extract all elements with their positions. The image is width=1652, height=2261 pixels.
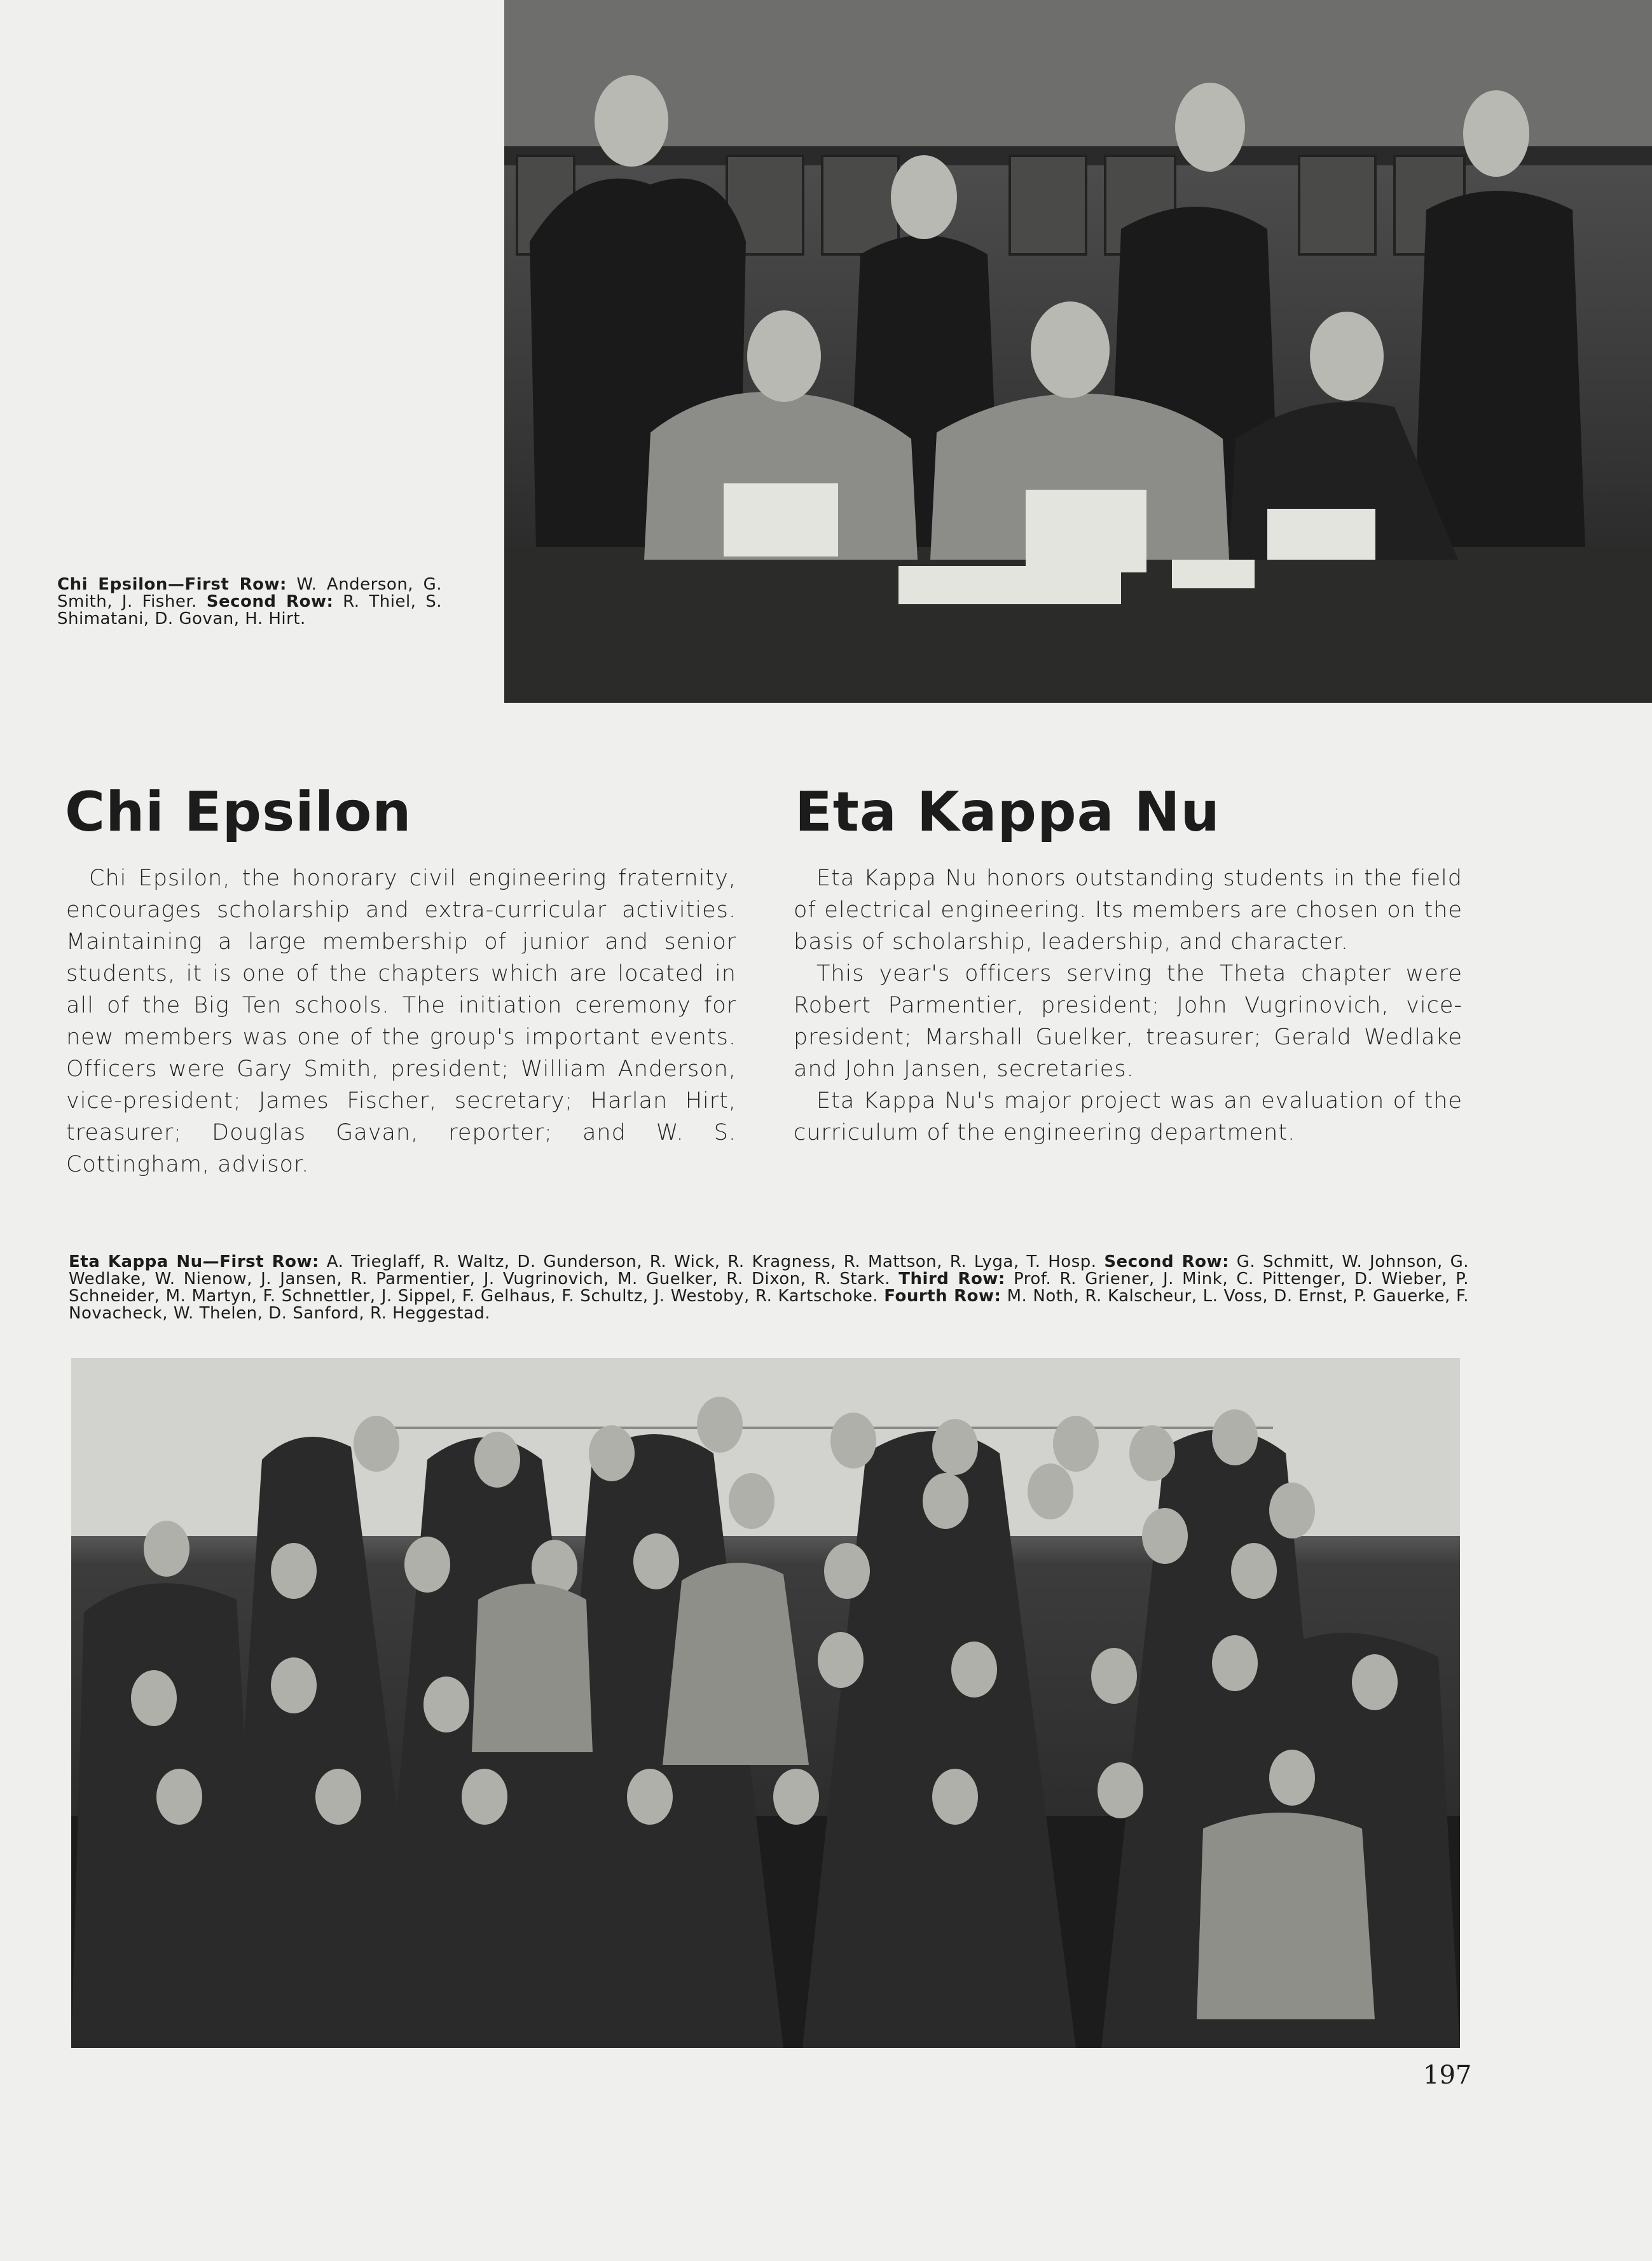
eta-kappa-nu-paragraph-3: Eta Kappa Nu's major project was an evaluation of the curriculum of the engineering department. (794, 1088, 1463, 1145)
chi-epsilon-paragraph: Chi Epsilon, the honorary civil engineering fraternity, encourages scholarship and extra-curricular activities. Maintaining a large membership of junior and senior students, it is one of the chapters which are located in all of the Big Ten schools. The initiation ceremony for new members was one of the group's important events. Officers were Gary Smith, president; William Anderson, vice-president; James Fischer, secretary; Harlan Hirt, treasurer; Douglas Gavan, reporter; and W. S. Cottingham, advisor. (66, 866, 736, 1177)
caption-third-row-names: Prof. R. Griener, J. Mink, C. Pittenger, D. Wieber, P. Schneider, M. Martyn, F. Schnettler, J. Sippel, F. Gelhaus, F. Schultz, J. Westoby, R. Kartschoke. (69, 1269, 1469, 1306)
chi-epsilon-article (66, 862, 736, 1180)
eta-kappa-nu-paragraph-2: This year's officers serving the Theta chapter were Robert Parmentier, president; John Vugrinovich, vice-president; Marshall Guelker, treasurer; Gerald Wedlake and John Jansen, secretaries. (794, 961, 1463, 1082)
eta-kappa-nu-group-photo (71, 1358, 1460, 2048)
caption-second-row-names: R. Thiel, S. Shimatani, D. Govan, H. Hirt. (57, 592, 443, 628)
caption-first-row-label: First Row: (184, 575, 287, 594)
page-number: 197 (1423, 2061, 1472, 2090)
chi-epsilon-photo-caption: Chi Epsilon—First Row: W. Anderson, G. Smith, J. Fisher. Second Row: R. Thiel, S. Shimatani, D. Govan, H. Hirt. (57, 575, 443, 628)
chi-epsilon-heading: Chi Epsilon (65, 780, 412, 844)
caption-org-name: Chi Epsilon (57, 575, 168, 594)
caption-second-row-label: Second Row: (1104, 1252, 1229, 1271)
caption-first-row-label: First Row: (219, 1252, 319, 1271)
chi-epsilon-group-photo (504, 0, 1652, 703)
eta-kappa-nu-photo-caption: Eta Kappa Nu—First Row: A. Trieglaff, R. Waltz, D. Gunderson, R. Wick, R. Kragness, R. Mattson, R. Lyga, T. Hosp. Second Row: G. Schmitt, W. Johnson, G. Wedlake, W. Nienow, J. Jansen, R. Parmentier, J. Vugrinovich, M. Guelker, R. Dixon, R. Stark. Third Row: Prof. R. Griener, J. Mink, C. Pittenger, D. Wieber, P. Schneider, M. Martyn, F. Schnettler, J. Sippel, F. Gelhaus, F. Schultz, J. Westoby, R. Kartschoke. Fourth Row: M. Noth, R. Kalscheur, L. Voss, D. Ernst, P. Gauerke, F. Novacheck, W. Thelen, D. Sanford, R. Heggestad. (69, 1252, 1470, 1323)
caption-second-row-label: Second Row: (206, 592, 334, 611)
eta-kappa-nu-paragraph-1: Eta Kappa Nu honors outstanding students in the field of electrical engineering. Its members are chosen on the basis of scholarship, leadership, and character. (794, 866, 1463, 955)
caption-third-row-label: Third Row: (898, 1269, 1005, 1289)
caption-org-name: Eta Kappa Nu (69, 1252, 203, 1271)
caption-first-row-names: A. Trieglaff, R. Waltz, D. Gunderson, R. Wick, R. Kragness, R. Mattson, R. Lyga, T. Hosp. (326, 1252, 1097, 1271)
caption-second-row-names: G. Schmitt, W. Johnson, G. Wedlake, W. Nienow, J. Jansen, R. Parmentier, J. Vugrinovich, M. Guelker, R. Dixon, R. Stark. (69, 1252, 1469, 1289)
caption-fourth-row-names: M. Noth, R. Kalscheur, L. Voss, D. Ernst, P. Gauerke, F. Novacheck, W. Thelen, D. Sanford, R. Heggestad. (69, 1287, 1470, 1323)
caption-first-row-names: W. Anderson, G. Smith, J. Fisher. (57, 575, 442, 611)
eta-kappa-nu-heading: Eta Kappa Nu (795, 780, 1220, 844)
eta-kappa-nu-article (794, 862, 1463, 1149)
caption-fourth-row-label: Fourth Row: (884, 1287, 1002, 1306)
